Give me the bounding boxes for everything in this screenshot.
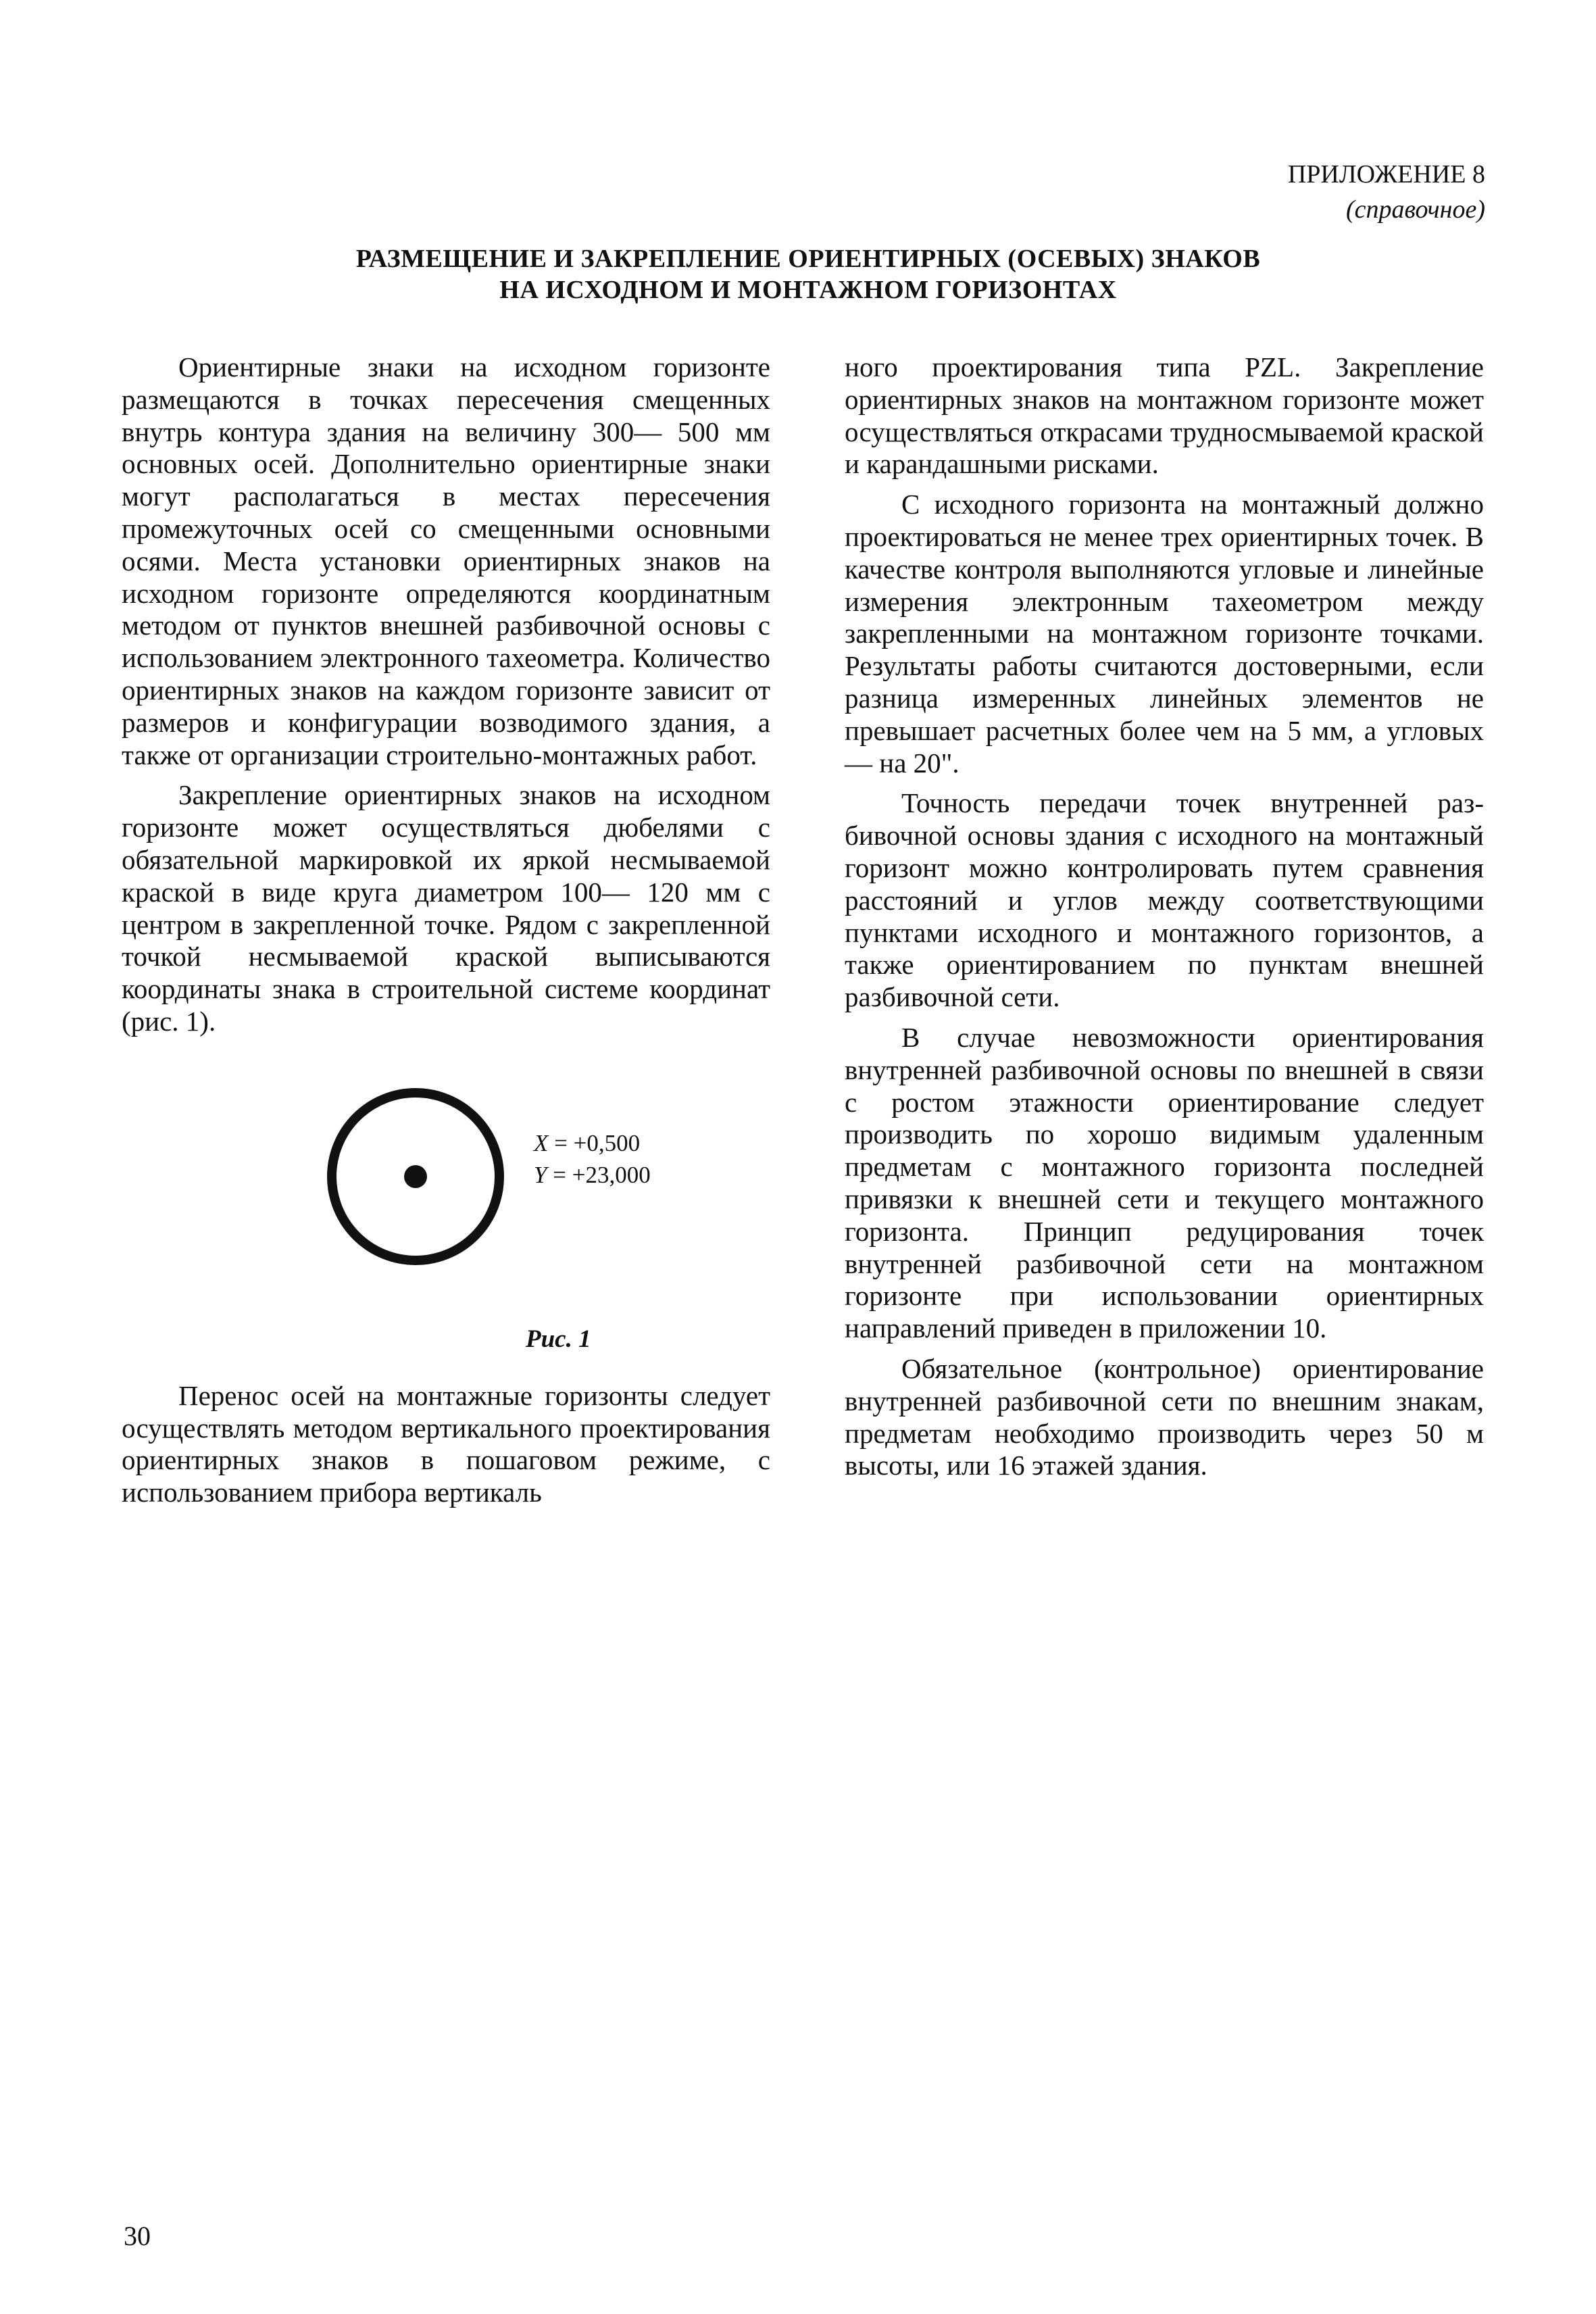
section-title-line-1: РАЗМЕЩЕНИЕ И ЗАКРЕПЛЕНИЕ ОРИЕНТИРНЫХ (ОСЕВЫХ) ЗНАКОВ <box>355 245 1261 273</box>
section-title <box>203 243 1414 305</box>
left-column <box>122 351 770 1517</box>
coordinate-y <box>534 1159 651 1191</box>
paragraph: Перенос осей на монтажные горизонты следует осуществлять методом вертикального проектирования ориентирных знаков в пошаговом режиме, с использованием прибора вертикаль <box>122 1379 770 1508</box>
paragraph: В случае невозможности ориентирования внутренней разбивочной основы по внешней в связи с ростом этажности ориентирование следует производить по хорошо видимым удаленным предметам с монтажного горизонта последней привязки к внешней сети и текущего монтажного горизонта. Принцип редуцирования точек внутренней разбивочной сети на монтажном горизонте при использовании ориентирных направлений приведен в приложении 10. <box>845 1021 1484 1344</box>
appendix-type: (справочное) <box>1345 195 1485 224</box>
coordinate-y-label: Y <box>534 1161 547 1188</box>
coordinate-y-value: = +23,000 <box>553 1161 651 1188</box>
paragraph: ного проектирования типа PZL. Закрепление ориентирных знаков на монтажном горизонте может осуществляться открасами трудносмываемой краской и карандашными рисками. <box>845 351 1484 480</box>
figure-caption: Рис. 1 <box>526 1325 591 1353</box>
marker-coordinates <box>534 1127 651 1191</box>
paragraph: Обязательное (контрольное) ориентирование внутренней разбивочной сети по внешним знакам, предметам необходимо производить через 50 м высоты, или 16 этажей здания. <box>845 1352 1484 1481</box>
figure-1 <box>122 1079 770 1369</box>
marker-center-point <box>404 1165 427 1188</box>
right-column <box>845 351 1484 1490</box>
page-number: 30 <box>124 2221 151 2251</box>
paragraph: Закрепление ориентирных знаков на исходном горизонте может осуществляться дюбелями с обязательной маркировкой их яркой несмываемой краской в виде круга диаметром 100— 120 мм с центром в закрепленной точке. Рядом с закрепленной точкой несмываемой краской выписываются координаты знака в строительной системе координат (рис. 1). <box>122 779 770 1037</box>
coordinate-x <box>534 1127 651 1159</box>
marker-circle-diagram <box>318 1079 514 1275</box>
section-title-line-2: НА ИСХОДНОМ И МОНТАЖНОМ ГОРИЗОНТАХ <box>499 276 1117 304</box>
paragraph: С исходного горизонта на монтажный должно проектироваться не менее трех ориентирных точек. В качестве контроля выполняются угловые и линейные измерения электронным тахеометром между закрепленными на монтажном горизонте точками. Результаты работы считаются достоверными, если разница измеренных линейных элементов не превышает расчетных более чем на 5 мм, а угловых — на 20". <box>845 489 1484 779</box>
paragraph: Точность передачи точек внутренней разбивочной основы здания с исходного на монтажный горизонт можно контролировать путем сравнения расстояний и углов между соответствующими пунктами исходного и монтажного горизонтов, а также ориентированием по пунктам внешней разбивочной сети. <box>845 787 1484 1013</box>
coordinate-x-label: X <box>534 1129 549 1156</box>
paragraph: Ориентирные знаки на исходном горизонте размещаются в точках пересечения смещенных внутрь контура здания на величину 300— 500 мм основных осей. Дополнительно ориентирные знаки могут располагаться в местах пересечения промежуточных осей со смещенными основными осями. Места установки ориентирных знаков на исходном горизонте определяются координатным методом от пунктов внешней разбивочной основы с использованием электронного тахеометра. Количество ориентирных знаков на каждом горизонте зависит от размеров и конфигурации возводимого здания, а также от организации строительно-монтажных работ. <box>122 351 770 770</box>
appendix-header <box>1288 157 1485 227</box>
coordinate-x-value: = +0,500 <box>554 1129 641 1156</box>
appendix-label: ПРИЛОЖЕНИЕ 8 <box>1287 160 1485 189</box>
